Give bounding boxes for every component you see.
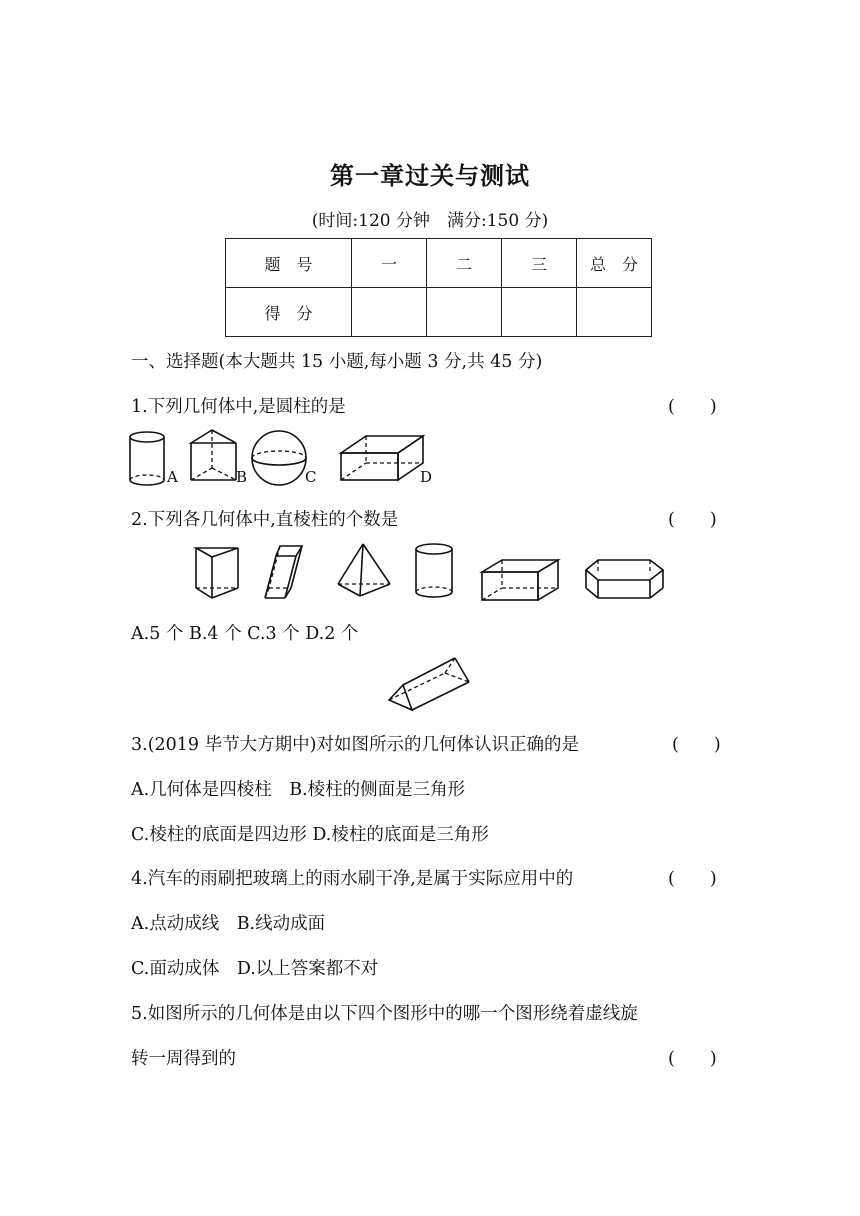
score-table-score-row	[226, 288, 652, 337]
score-cell[interactable]	[502, 288, 577, 337]
header-cell: 一	[352, 239, 427, 288]
header-cell: 总 分	[577, 239, 652, 288]
question-5-text-cont: 转一周得到的	[131, 1049, 236, 1069]
score-cell[interactable]	[577, 288, 652, 337]
header-cell: 二	[427, 239, 502, 288]
question-4-option-line-1: A.点动成线 B.线动成面	[131, 914, 326, 934]
question-2-text: 2.下列各几何体中,直棱柱的个数是	[131, 510, 399, 530]
answer-blank[interactable]: ( )	[668, 1049, 717, 1069]
answer-blank[interactable]: ( )	[668, 869, 717, 889]
question-3-text: 3.(2019 毕节大方期中)对如图所示的几何体认识正确的是	[131, 735, 579, 755]
cuboid-figure	[341, 436, 423, 480]
section-heading: 一、选择题(本大题共 15 小题,每小题 3 分,共 45 分)	[131, 352, 543, 372]
score-table	[225, 238, 652, 337]
q1-label-b: B	[236, 468, 248, 486]
header-cell: 三	[502, 239, 577, 288]
q2-figures	[190, 540, 670, 604]
score-cell[interactable]	[427, 288, 502, 337]
question-4-text: 4.汽车的雨刷把玻璃上的雨水刷干净,是属于实际应用中的	[131, 869, 574, 889]
hexagonal-prism-figure	[586, 560, 663, 598]
oblique-prism-figure	[265, 546, 302, 598]
question-1-text: 1.下列几何体中,是圆柱的是	[131, 397, 346, 417]
score-label-cell: 得 分	[226, 288, 352, 337]
header-cell: 题 号	[226, 239, 352, 288]
q1-label-a: A	[167, 468, 178, 486]
sphere-figure	[252, 431, 306, 485]
triangular-prism-figure	[191, 430, 236, 480]
question-2-options: A.5 个 B.4 个 C.3 个 D.2 个	[131, 624, 359, 644]
score-table-header-row	[226, 239, 652, 288]
cylinder-figure	[130, 432, 164, 485]
cuboid-figure	[482, 560, 558, 600]
score-cell[interactable]	[352, 288, 427, 337]
page-subtitle: (时间:120 分钟 满分:150 分)	[311, 211, 549, 231]
page-title: 第一章过关与测试	[330, 162, 530, 190]
question-3-option-line-1: A.几何体是四棱柱 B.棱柱的侧面是三角形	[131, 780, 466, 800]
question-5-text: 5.如图所示的几何体是由以下四个图形中的哪一个图形绕着虚线旋	[131, 1004, 638, 1024]
question-4-option-line-2: C.面动成体 D.以上答案都不对	[131, 959, 379, 979]
q1-label-c: C	[305, 468, 317, 486]
q3-prism-figure	[385, 655, 477, 715]
answer-blank[interactable]: ( )	[672, 735, 721, 755]
pyramid-figure	[338, 544, 390, 596]
question-3-option-line-2: C.棱柱的底面是四边形 D.棱柱的底面是三角形	[131, 825, 489, 845]
cylinder-figure	[416, 544, 452, 597]
answer-blank[interactable]: ( )	[668, 510, 717, 530]
upright-triangular-prism-figure	[196, 548, 238, 598]
q1-label-d: D	[420, 468, 433, 486]
answer-blank[interactable]: ( )	[668, 397, 717, 417]
